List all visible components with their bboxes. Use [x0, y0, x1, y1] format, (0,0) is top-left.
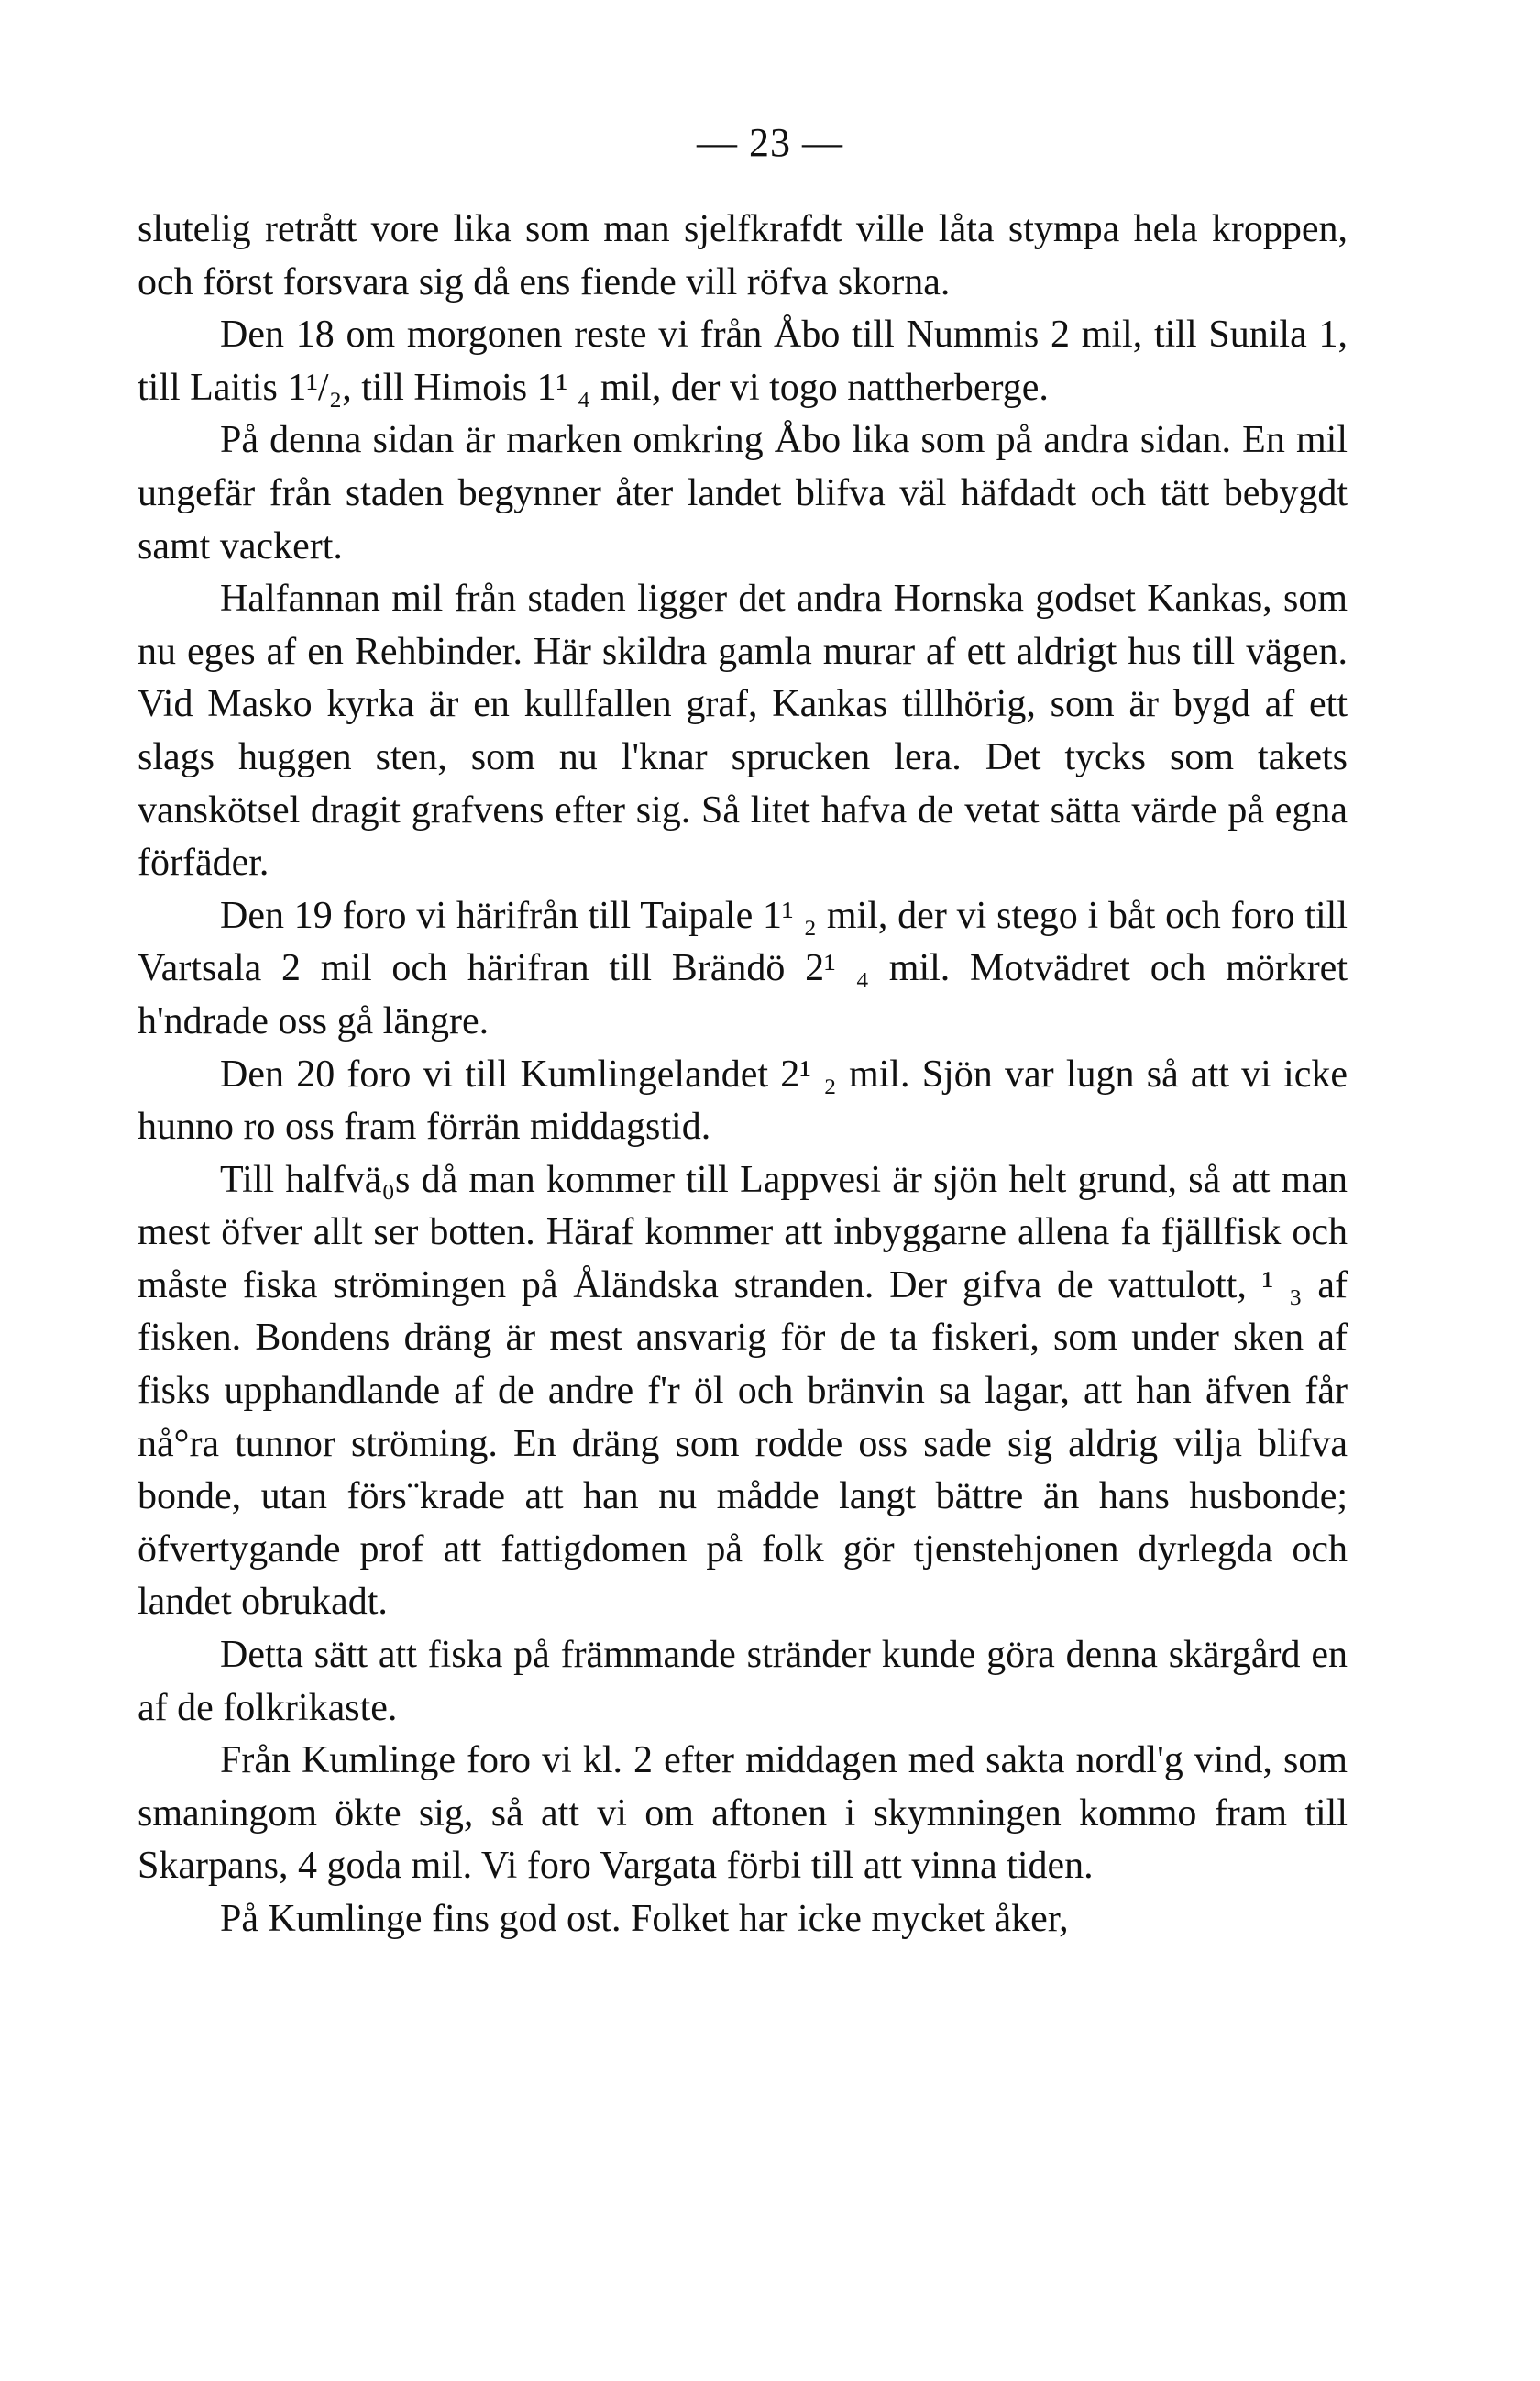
paragraph-3: På denna sidan är marken omkring Åbo lika som på andra sidan. En mil ungefär från staden begynner åter landet blifva väl häfdadt och tätt bebygdt samt vackert. [138, 419, 1348, 568]
paragraph-2: Den 18 om morgonen reste vi från Åbo till Nummis 2 mil, till Sunila 1, till Laitis 1¹/₂, till Himois 1¹ ₄ mil, der vi togo nattherberge. [138, 314, 1348, 409]
paragraph-5: Den 19 foro vi härifrån till Taipale 1¹ ₂ mil, der vi stego i båt och foro till Vartsala 2 mil och härifran till Brändö 2¹ ₄ mil. Motvädret och mörkret h'ndrade oss gå längre. [138, 894, 1348, 1042]
paragraph-9: Från Kumlinge foro vi kl. 2 efter middagen med sakta nordl'g vind, som smaningom ökte sig, så att vi om aftonen i skymningen kommo fram till Skarpans, 4 goda mil. Vi foro Vargata förbi till att vinna tiden. [138, 1739, 1348, 1888]
page-number: — 23 — [697, 120, 843, 165]
paragraph-6: Den 20 foro vi till Kumlingelandet 2¹ ₂ mil. Sjön var lugn så att vi icke hunno ro oss fram förrän middagstid. [138, 1053, 1348, 1149]
paragraph-4: Halfannan mil från staden ligger det andra Hornska godset Kankas, som nu eges af en Rehbinder. Här skildra gamla murar af ett aldrigt hus till vägen. Vid Masko kyrka är en kullfallen graf, Kankas tillhörig, som är bygd af ett slags huggen sten, som nu l'knar sprucken lera. Det tycks som takets vanskötsel dragit grafvens efter sig. Så litet hafva de vetat sätta värde på egna förfäder. [138, 578, 1348, 885]
paragraph-1: slutelig retrått vore lika som man sjelfkrafdt ville låta stympa hela kroppen, och först forsvara sig då ens fiende vill röfva skorna. [138, 208, 1348, 303]
paragraph-8: Detta sätt att fiska på främmande stränder kunde göra denna skärgård en af de folkrikaste. [138, 1634, 1348, 1729]
paragraph-7: Till halfvä₀s då man kommer till Lappvesi är sjön helt grund, så att man mest öfver allt ser botten. Häraf kommer att inbyggarne allena fa fjällfisk och måste fiska strömingen på Åländska stranden. Der gifva de vattulott, ¹ ₃ af fisken. Bondens dräng är mest ansvarig för de ta fiskeri, som under sken af fisks upphandlande af de andre f'r öl och bränvin sa lagar, att han äfven får nå°ra tunnor ströming. En dräng som rodde oss sade sig aldrig vilja blifva bonde, utan förs¨krade att han nu mådde langt bättre än hans husbonde; öfvertygande prof att fattigdomen på folk gör tjenstehjonen dyrlegda och landet obrukadt. [138, 1158, 1348, 1624]
body-text [138, 204, 1348, 1946]
paragraph-10: På Kumlinge fins god ost. Folket har icke mycket åker, [220, 1898, 1069, 1940]
